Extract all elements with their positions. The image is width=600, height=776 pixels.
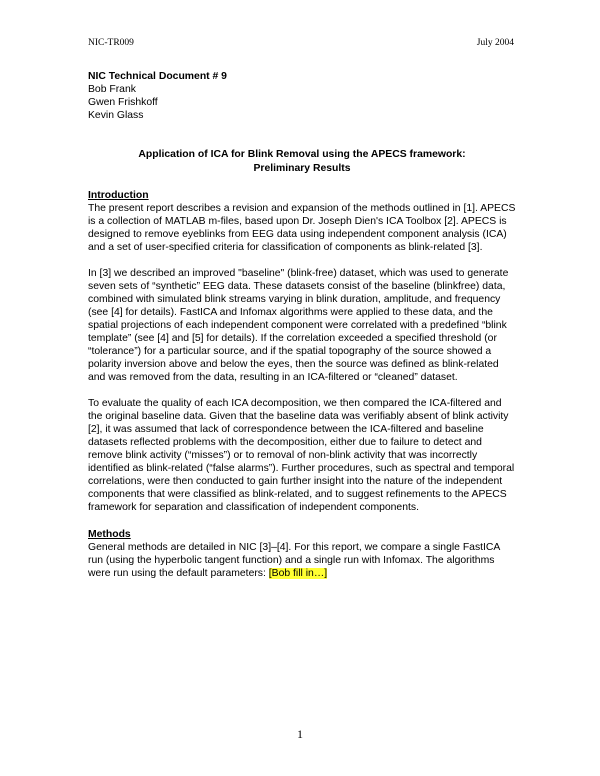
paper-title-line: Application of ICA for Blink Removal using the APECS framework: — [138, 149, 466, 160]
highlighted-placeholder: [Bob fill in…] — [268, 568, 328, 579]
intro-paragraph: In [3] we described an improved "baseline" (blink-free) dataset, which was used to generate seven sets of “synthetic” EEG data. These datasets consist of the baseline (blinkfree) data, combined with simulated blink streams varying in blink duration, amplitude, and frequency (see [4] for details). FastICA and Infomax algorithms were applied to these data, and the spatial projections of each independent component were correlated with a predefined “blink template” (see [4] and [5] for details). If the correlation exceeded a specified threshold (or “tolerance”) for a particular source, and if the spatial topography of the source showed a polarity inversion above and below the eyes, then the source was defined as blink-related and was removed from the data, resulting in an ICA-filtered or “cleaned” dataset. — [88, 268, 509, 383]
paper-title — [88, 148, 516, 175]
methods-text: General methods are detailed in NIC [3]–[4]. For this report, we compare a single FastICA run (using the hyperbolic tangent function) and a single run with Infomax. The algorithms were run using the default parameters: — [88, 542, 500, 579]
author-list — [88, 83, 516, 122]
document-body — [88, 70, 516, 580]
header-date: July 2004 — [476, 38, 514, 48]
methods-paragraph — [88, 541, 516, 580]
paper-title-line: Preliminary Results — [253, 162, 351, 174]
intro-paragraph: The present report describes a revision and expansion of the methods outlined in [1]. APECS is a collection of MATLAB m-files, based upon Dr. Joseph Dien's ICA Toolbox [2]. APECS is designed to remove eyeblinks from EEG data using independent component analysis (ICA) and a set of user-specified criteria for classification of components as blink-related [3]. — [88, 203, 516, 253]
header-report-id: NIC-TR009 — [88, 38, 134, 48]
author: Gwen Frishkoff — [88, 97, 158, 108]
methods-heading: Methods — [88, 529, 131, 540]
page-number: 1 — [297, 727, 303, 741]
author: Bob Frank — [88, 84, 136, 95]
introduction-heading: Introduction — [88, 190, 149, 201]
author: Kevin Glass — [88, 110, 144, 121]
intro-paragraph: To evaluate the quality of each ICA decomposition, we then compared the ICA-filtered and the original baseline data. Given that the baseline data was verifiably absent of blink activity [2], it was assumed that lack of correspondence between the ICA-filtered and baseline datasets reflected problems with the decomposition, either due to failure to detect and remove blink activity (“misses”) or to removal of non-blink activity that was incorrectly identified as blink-related (“false alarms”). Further procedures, such as spectral and temporal correlations, were then conducted to gain further insight into the nature of the independent components that were classified as blink-related, and to suggest refinements to the APECS framework for separation and classification of independent components. — [88, 398, 515, 513]
document-number-title: NIC Technical Document # 9 — [88, 71, 227, 82]
